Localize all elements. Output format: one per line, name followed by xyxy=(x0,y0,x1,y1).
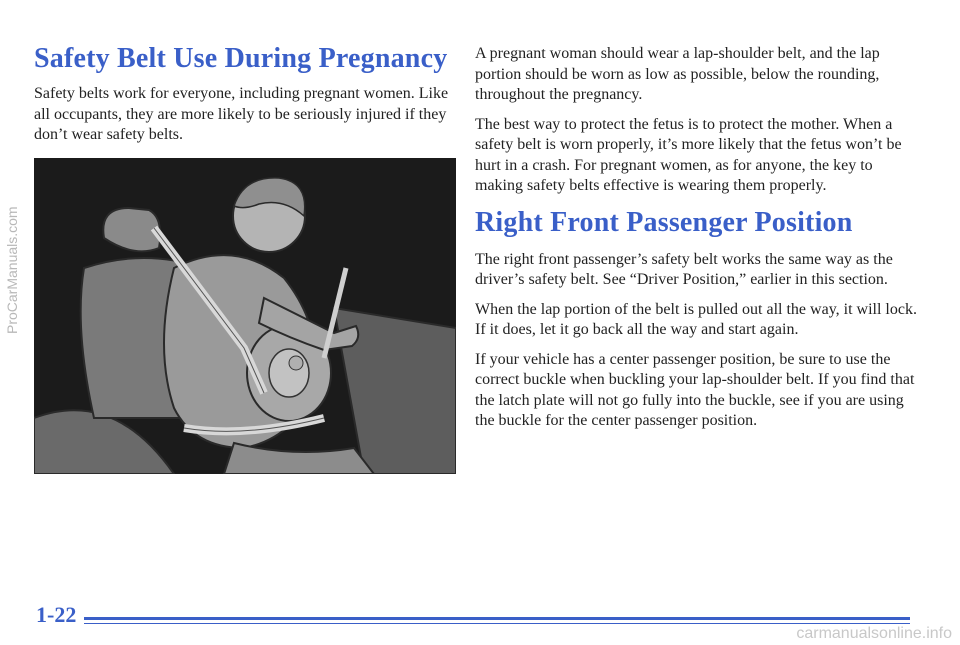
bottom-watermark: carmanualsonline.info xyxy=(796,625,952,642)
pregnancy-heading: Safety Belt Use During Pregnancy xyxy=(34,43,448,74)
lap-lock-paragraph: When the lap portion of the belt is pulled out all the way, it will lock. If it does, let it go back all the way and start again. xyxy=(475,300,917,338)
footer-rule-thick xyxy=(84,617,910,620)
fetus-protection-paragraph: The best way to protect the fetus is to protect the mother. When a safety belt is worn properly, it’s more likely that the fetus won’t be hurt in a crash. For pregnant women, as for anyone, the key to making safety belts effective is wearing them properly. xyxy=(475,115,902,194)
footer-rule-thin xyxy=(84,623,910,624)
pregnant-passenger-icon xyxy=(34,158,456,474)
lap-belt-paragraph: A pregnant woman should wear a lap-shoulder belt, and the lap portion should be worn as low as possible, below the rounding, throughout the pregnancy. xyxy=(475,45,880,103)
left-column xyxy=(34,42,454,155)
right-column xyxy=(475,44,920,441)
side-watermark: ProCarManuals.com xyxy=(4,206,20,334)
pregnant-passenger-illustration xyxy=(34,158,456,474)
right-front-heading: Right Front Passenger Position xyxy=(475,206,853,238)
page-number: 1-22 xyxy=(36,602,77,627)
center-buckle-paragraph: If your vehicle has a center passenger position, be sure to use the correct buckle when buckling your lap-shoulder belt. If you find that the latch plate will not go fully into the buckle, see if you are using the buckle for the center passenger position. xyxy=(475,350,915,429)
page-footer xyxy=(0,600,960,645)
pregnancy-intro-paragraph: Safety belts work for everyone, including pregnant women. Like all occupants, they are more likely to be seriously injured if they don’t wear safety belts. xyxy=(34,85,449,143)
passenger-belt-paragraph: The right front passenger’s safety belt works the same way as the driver’s safety belt. See “Driver Position,” earlier in this section. xyxy=(475,250,893,288)
